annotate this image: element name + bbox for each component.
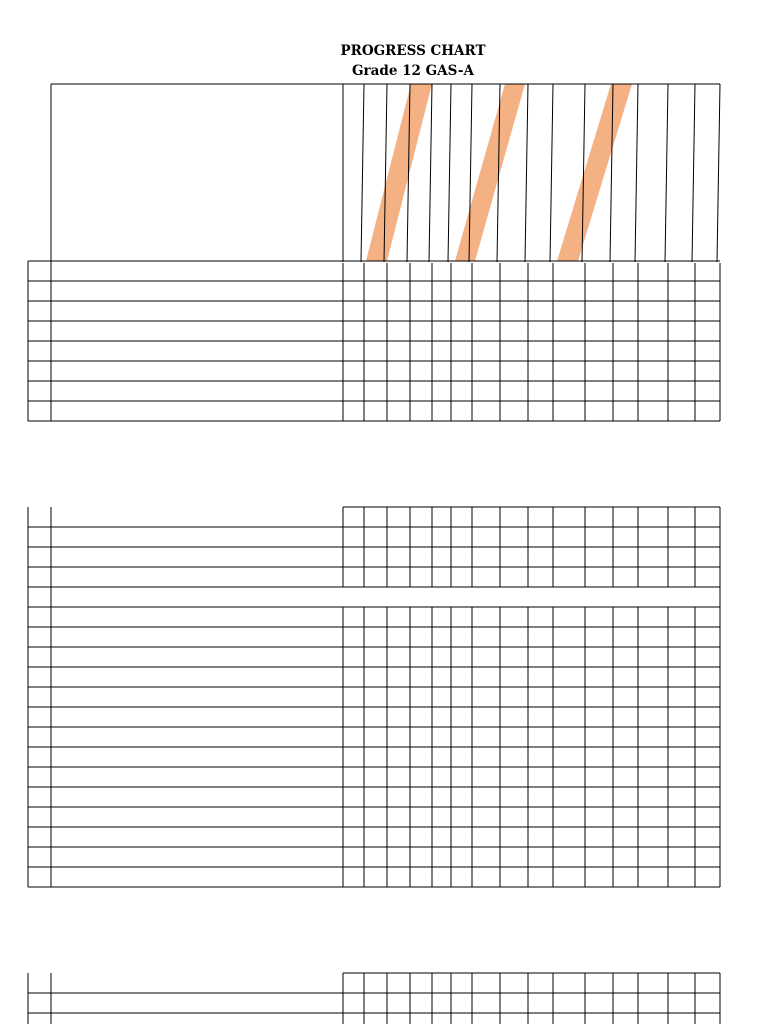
chart-title: PROGRESS CHART — [340, 43, 486, 59]
subject-stripe-3 — [557, 84, 632, 261]
header-col-line — [717, 84, 720, 262]
chart-subtitle: Grade 12 GAS-A — [352, 63, 474, 79]
subject-stripe-1 — [366, 84, 432, 261]
header-col-line — [635, 84, 638, 262]
header-col-line — [692, 84, 695, 262]
subject-stripe-2 — [455, 84, 525, 261]
header-col-line — [550, 84, 553, 262]
header-col-line — [429, 84, 432, 262]
header-col-line — [525, 84, 528, 262]
header-col-line — [448, 84, 451, 262]
header-col-line — [361, 84, 364, 262]
header-col-line — [665, 84, 668, 262]
